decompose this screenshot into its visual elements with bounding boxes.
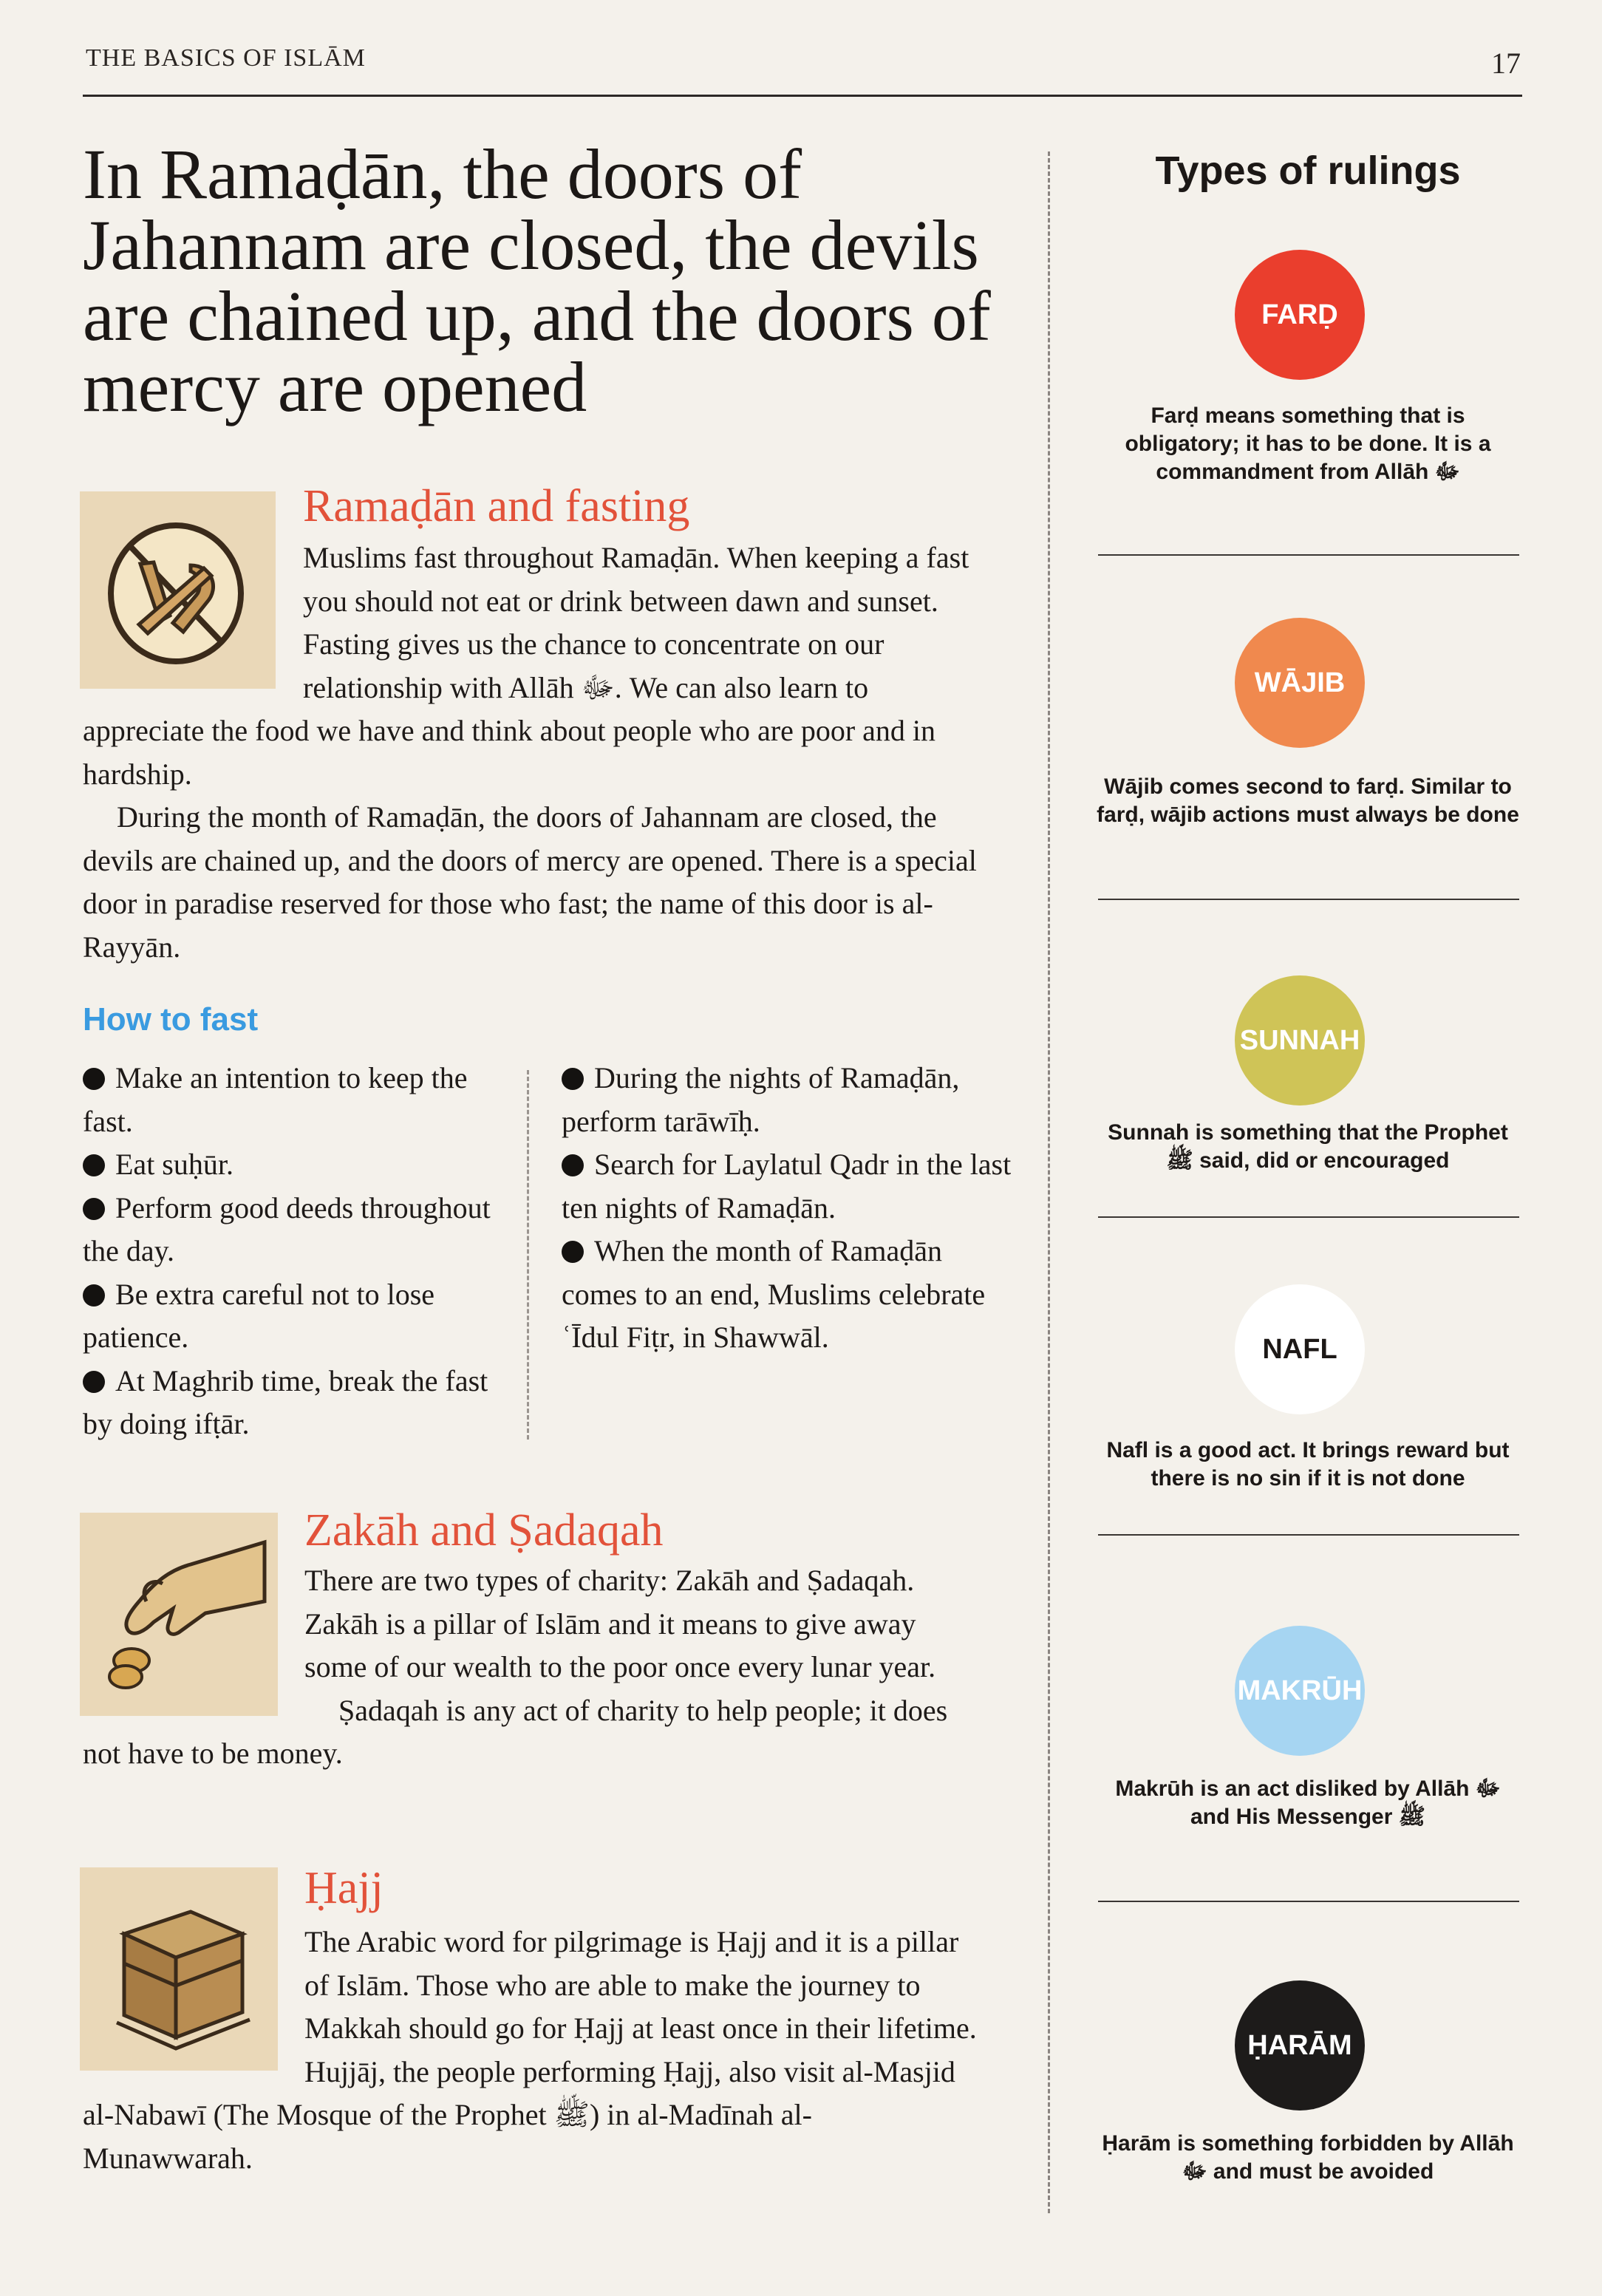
ramadan-paragraph-1: Muslims fast throughout Ramaḍān. When keeping a fast you should not eat or drink between dawn and sunset. Fasting gives us the chance to concentrate on our relationship with Allāh ﷻ. We can also learn to appreciate the food we have and think about people who are poor and in hardship. bbox=[83, 541, 969, 791]
header-rule bbox=[83, 95, 1522, 97]
ruling-nafl-badge: NAFL bbox=[1235, 1284, 1365, 1414]
zakah-paragraph-1: There are two types of charity: Zakāh and Ṣadaqah. Zakāh is a pillar of Islām and it means to give away some of our wealth to the poor once every lunar year. bbox=[304, 1564, 936, 1683]
fast-steps-right bbox=[562, 1057, 1020, 1360]
ruling-divider bbox=[1098, 554, 1519, 556]
bullet-column-divider bbox=[527, 1070, 529, 1440]
rulings-title: Types of rulings bbox=[1155, 149, 1461, 193]
list-item: Make an intention to keep the fast. bbox=[83, 1061, 468, 1138]
list-item: Search for Laylatul Qadr in the last ten nights of Ramaḍān. bbox=[562, 1148, 1012, 1224]
ruling-wajib-description: Wājib comes second to farḍ. Similar to farḍ, wājib actions must always be done bbox=[1097, 774, 1519, 827]
ruling-haram-description: Ḥarām is something forbidden by Allāh ﷻ and must be avoided bbox=[1102, 2131, 1514, 2184]
bullet-dot-icon bbox=[83, 1198, 105, 1220]
page-number: 17 bbox=[1491, 47, 1521, 80]
hajj-paragraph-1: The Arabic word for pilgrimage is Ḥajj and it is a pillar of Islām. Those who are able to make the journey to Makkah should go for Ḥajj at least once in their lifetime. Hujjāj, the people performing Ḥajj, also visit al-Masjid al-Nabawī (The Mosque of the Prophet ﷺ) in al-Madīnah al-Munawwarah. bbox=[83, 1925, 977, 2175]
ruling-divider bbox=[1098, 1901, 1519, 1902]
ruling-makruh-description: Makrūh is an act disliked by Allāh ﷻ and His Messenger ﷺ bbox=[1115, 1776, 1501, 1829]
ruling-haram-badge: ḤARĀM bbox=[1235, 1980, 1365, 2111]
ruling-divider bbox=[1098, 1216, 1519, 1218]
ruling-makruh-badge: MAKRŪH bbox=[1235, 1626, 1365, 1756]
section-title-hajj: Ḥajj bbox=[304, 1863, 384, 1913]
list-item: Be extra careful not to lose patience. bbox=[83, 1277, 435, 1354]
fast-steps-left bbox=[83, 1057, 511, 1446]
ruling-wajib-badge: WĀJIB bbox=[1235, 618, 1365, 748]
ruling-divider bbox=[1098, 1534, 1519, 1536]
zakah-text bbox=[83, 1559, 978, 1776]
bullet-dot-icon bbox=[562, 1068, 584, 1090]
ruling-sunnah-description: Sunnah is something that the Prophet ﷺ said, did or encouraged bbox=[1108, 1120, 1508, 1173]
bullet-dot-icon bbox=[83, 1154, 105, 1176]
ruling-fard-description: Farḍ means something that is obligatory; it has to be done. It is a commandment from Allāh ﷻ bbox=[1125, 403, 1491, 484]
list-item: Eat suḥūr. bbox=[83, 1143, 511, 1187]
page-headline: In Ramaḍān, the doors of Jahannam are closed, the devils are chained up, and the doors of mercy are opened bbox=[83, 134, 991, 426]
section-title-ramadan: Ramaḍān and fasting bbox=[303, 481, 690, 531]
ruling-fard-badge: FARḌ bbox=[1235, 250, 1365, 380]
list-item: At Maghrib time, break the fast by doing ifṭār. bbox=[83, 1363, 488, 1440]
ruling-sunnah-badge: SUNNAH bbox=[1235, 975, 1365, 1106]
bullet-dot-icon bbox=[83, 1371, 105, 1393]
hajj-text bbox=[83, 1921, 978, 2180]
bullet-dot-icon bbox=[562, 1241, 584, 1263]
how-to-fast-title: How to fast bbox=[83, 1001, 259, 1038]
zakah-paragraph-2: Ṣadaqah is any act of charity to help people; it does not have to be money. bbox=[83, 1693, 948, 1770]
ramadan-text bbox=[83, 536, 978, 969]
bullet-dot-icon bbox=[562, 1154, 584, 1176]
list-item: When the month of Ramaḍān comes to an end, Muslims celebrate ʿĪdul Fiṭr, in Shawwāl. bbox=[562, 1234, 986, 1354]
bullet-dot-icon bbox=[83, 1068, 105, 1090]
list-item: Perform good deeds throughout the day. bbox=[83, 1190, 491, 1267]
list-item: During the nights of Ramaḍān, perform tarāwīḥ. bbox=[562, 1061, 960, 1138]
ruling-divider bbox=[1098, 899, 1519, 900]
ruling-nafl-description: Nafl is a good act. It brings reward but there is no sin if it is not done bbox=[1106, 1438, 1510, 1491]
column-divider bbox=[1048, 151, 1050, 2213]
running-head: THE BASICS OF ISLĀM bbox=[86, 44, 366, 72]
section-title-zakah: Zakāh and Ṣadaqah bbox=[304, 1505, 664, 1556]
ramadan-paragraph-2: During the month of Ramaḍān, the doors of Jahannam are closed, the devils are chained up, and the doors of mercy are opened. There is a special door in paradise reserved for those who fast; the name of this door is al-Rayyān. bbox=[83, 800, 977, 964]
bullet-dot-icon bbox=[83, 1284, 105, 1307]
